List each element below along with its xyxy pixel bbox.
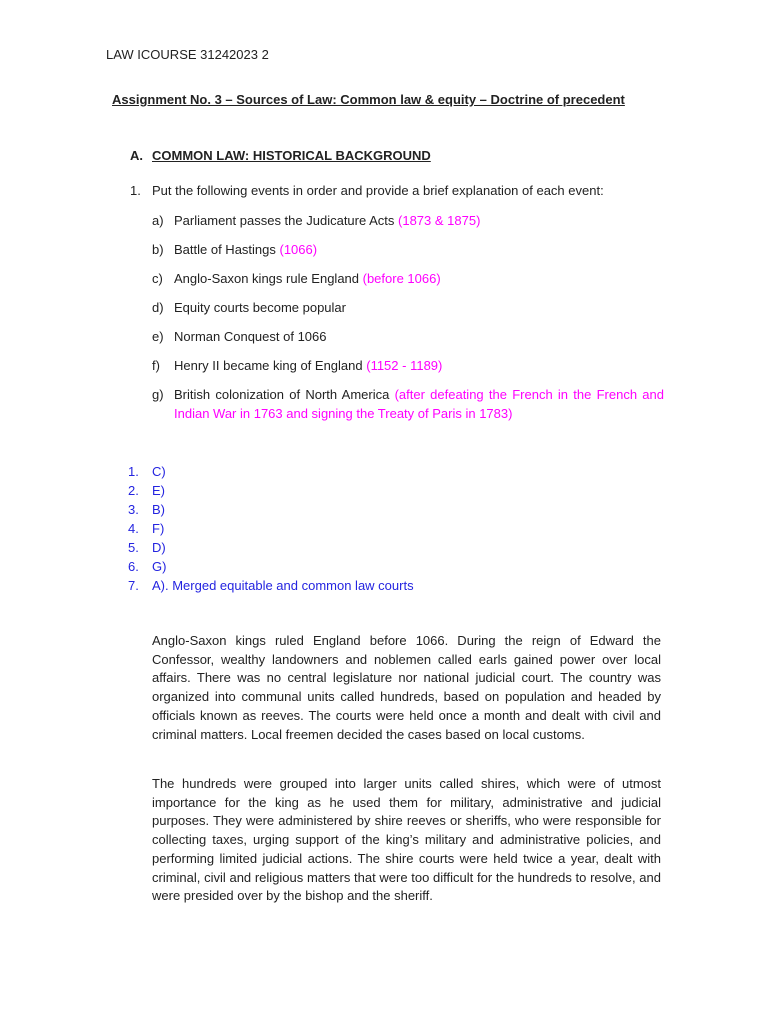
section-letter: A. bbox=[130, 148, 143, 163]
answer-number: 2. bbox=[128, 483, 139, 498]
answer-text: E) bbox=[152, 483, 165, 498]
event-item-c bbox=[152, 269, 664, 288]
event-label: g) bbox=[152, 387, 164, 402]
event-text: British colonization of North America bbox=[174, 387, 395, 402]
section-title: COMMON LAW: HISTORICAL BACKGROUND bbox=[152, 148, 431, 163]
question-text: Put the following events in order and provide a brief explanation of each event: bbox=[152, 183, 604, 198]
event-text: Norman Conquest of 1066 bbox=[174, 329, 327, 344]
answer-item bbox=[128, 576, 414, 595]
event-text: Equity courts become popular bbox=[174, 300, 346, 315]
event-label: a) bbox=[152, 213, 164, 228]
event-list bbox=[152, 211, 664, 433]
event-note: (before 1066) bbox=[362, 271, 441, 286]
paragraph-anglo-saxon: Anglo-Saxon kings ruled England before 1066. During the reign of Edward the Confessor, wealthy landowners and noblemen called earls gained power over local affairs. There was no central legislature nor national judicial court. The country was organized into communal units called hundreds, based on population and headed by officials known as reeves. The courts were held once a month and dealt with civil and criminal matters. Local freemen decided the cases based on local customs. bbox=[152, 633, 661, 742]
event-label: c) bbox=[152, 271, 163, 286]
running-header: LAW ICOURSE 31242023 2 bbox=[106, 47, 269, 62]
answer-text: G) bbox=[152, 559, 167, 574]
answer-text: A). Merged equitable and common law courts bbox=[152, 578, 414, 593]
answer-number: 3. bbox=[128, 502, 139, 517]
event-item-d bbox=[152, 298, 664, 317]
event-label: d) bbox=[152, 300, 164, 315]
answer-item bbox=[128, 519, 414, 538]
event-text: Battle of Hastings bbox=[174, 242, 280, 257]
answer-text: C) bbox=[152, 464, 166, 479]
event-note: (1152 - 1189) bbox=[366, 358, 443, 373]
event-item-a bbox=[152, 211, 664, 230]
event-item-e bbox=[152, 327, 664, 346]
answer-text: D) bbox=[152, 540, 166, 555]
event-label: f) bbox=[152, 358, 160, 373]
answer-list bbox=[128, 462, 414, 595]
answer-item bbox=[128, 462, 414, 481]
paragraph-hundreds: The hundreds were grouped into larger units called shires, which were of utmost importance for the king as he used them for military, administrative and judicial purposes. They were administered by shire reeves or sheriffs, who were responsible for collecting taxes, urging support of the king’s military and administrative policies, and performing limited judicial actions. The shire courts were held twice a year, dealt with criminal, civil and religious matters that were too difficult for the hundreds to resolve, and were presided over by the bishop and the sheriff. bbox=[152, 776, 661, 904]
question-1 bbox=[130, 183, 604, 198]
section-heading bbox=[130, 148, 431, 163]
answer-number: 7. bbox=[128, 578, 139, 593]
event-text: Henry II became king of England bbox=[174, 358, 367, 373]
answer-number: 4. bbox=[128, 521, 139, 536]
event-item-b bbox=[152, 240, 664, 259]
answer-number: 1. bbox=[128, 464, 139, 479]
event-note: (1873 & 1875) bbox=[398, 213, 481, 228]
event-text: Anglo-Saxon kings rule England bbox=[174, 271, 363, 286]
event-item-f bbox=[152, 356, 664, 375]
event-label: e) bbox=[152, 329, 164, 344]
answer-item bbox=[128, 557, 414, 576]
answer-item bbox=[128, 538, 414, 557]
answer-item bbox=[128, 481, 414, 500]
answer-number: 5. bbox=[128, 540, 139, 555]
answer-item bbox=[128, 500, 414, 519]
question-number: 1. bbox=[130, 183, 141, 198]
event-item-g bbox=[152, 385, 664, 423]
event-note: (after defeating the French in the French and Indian War in 1763 and signing the Treaty of Paris in 1783) bbox=[174, 387, 664, 421]
assignment-title: Assignment No. 3 – Sources of Law: Common law & equity – Doctrine of precedent bbox=[112, 92, 625, 107]
answer-text: F) bbox=[152, 521, 165, 536]
event-label: b) bbox=[152, 242, 164, 257]
answer-number: 6. bbox=[128, 559, 139, 574]
event-text: Parliament passes the Judicature Acts bbox=[174, 213, 399, 228]
event-note: (1066) bbox=[279, 242, 318, 257]
answer-text: B) bbox=[152, 502, 165, 517]
